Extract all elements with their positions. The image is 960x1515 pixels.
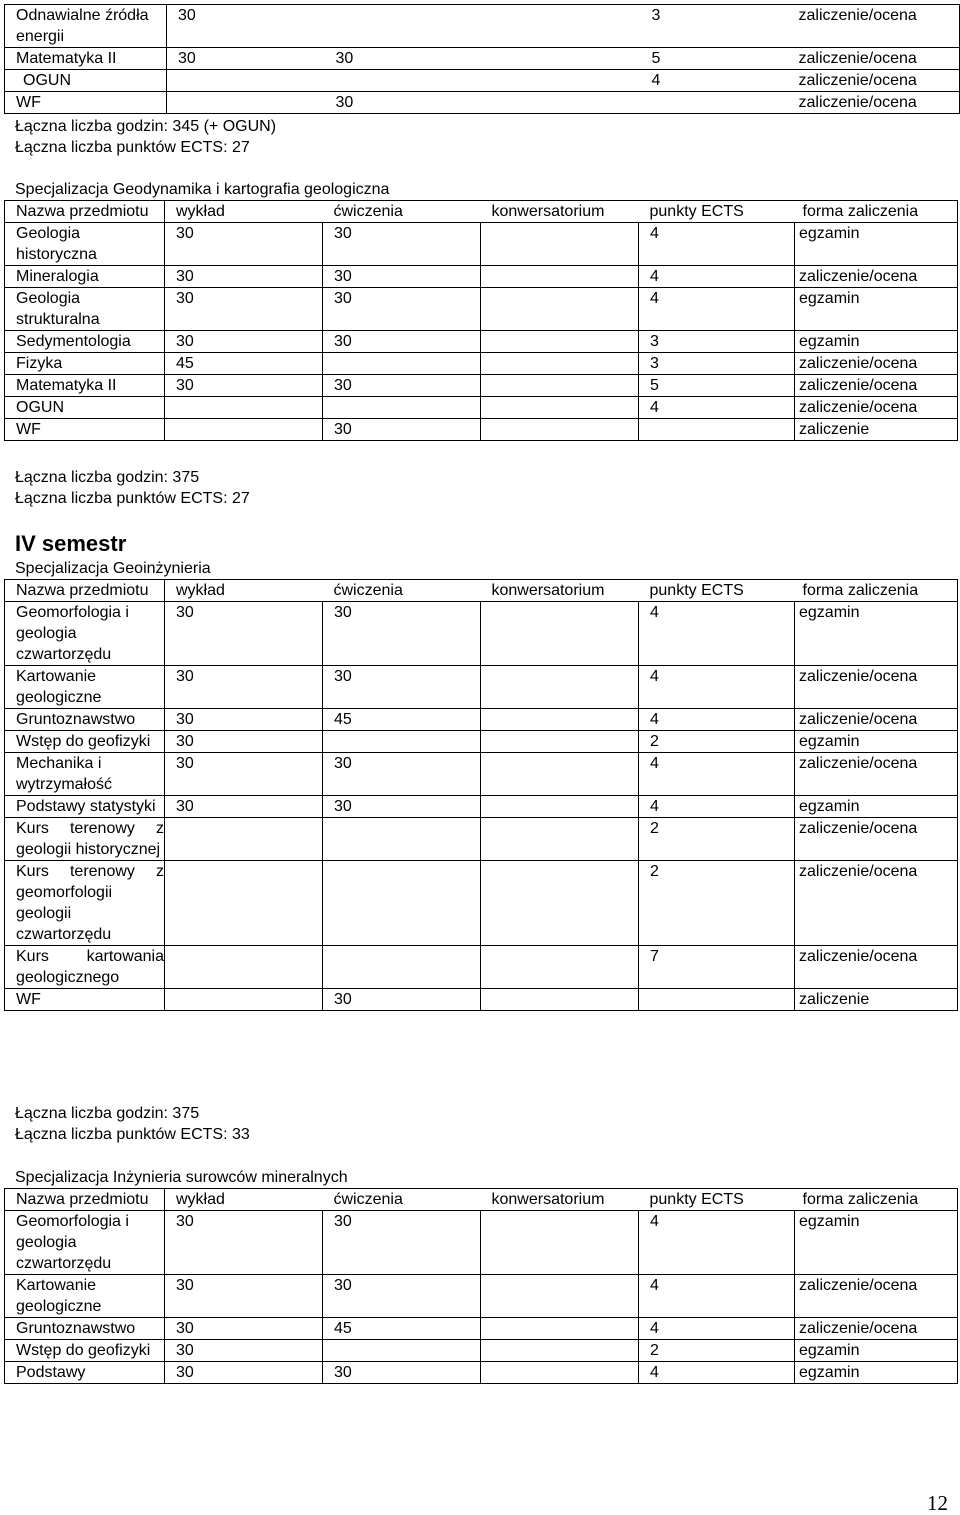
- ects-points: 4: [639, 288, 795, 331]
- lecture-hours: 30: [165, 1318, 323, 1340]
- ects-points: 2: [639, 818, 795, 861]
- assessment-form: zaliczenie/ocena: [795, 1275, 958, 1318]
- seminar-hours: [481, 353, 639, 375]
- assessment-form: zaliczenie/ocena: [795, 397, 958, 419]
- seminar-hours: [481, 946, 639, 989]
- surowce-table: [4, 1188, 958, 1384]
- lecture-hours: [165, 818, 323, 861]
- section-title: Specjalizacja Geoinżynieria: [15, 560, 211, 577]
- table-row: [5, 288, 958, 331]
- exercise-hours: 30: [325, 92, 483, 114]
- table-row: [5, 753, 958, 796]
- seminar-hours: [481, 666, 639, 709]
- exercise-hours: 30: [323, 266, 481, 288]
- table-header-row: [5, 201, 958, 223]
- assessment-form: zaliczenie/ocena: [795, 861, 958, 946]
- assessment-form: zaliczenie/ocena: [795, 818, 958, 861]
- subject-name: Geologia historyczna: [5, 223, 165, 266]
- subject-name: Geomorfologia i geologia czwartorzędu: [5, 602, 165, 666]
- total-hours: Łączna liczba godzin: 375: [15, 469, 200, 486]
- lecture-hours: 45: [165, 353, 323, 375]
- table-row: [5, 818, 958, 861]
- table-row: [5, 666, 958, 709]
- ects-points: [639, 989, 795, 1011]
- table-row: [5, 731, 958, 753]
- assessment-form: zaliczenie/ocena: [795, 353, 958, 375]
- section-title: Specjalizacja Inżynieria surowców mineralnych: [15, 1169, 348, 1186]
- lecture-hours: 30: [165, 375, 323, 397]
- exercise-hours: 30: [323, 375, 481, 397]
- subject-name: WF: [5, 989, 165, 1011]
- semester-heading: IV semestr: [15, 531, 127, 556]
- exercise-hours: 30: [323, 223, 481, 266]
- lecture-hours: [165, 397, 323, 419]
- lecture-hours: 30: [165, 1340, 323, 1362]
- assessment-form: zaliczenie: [795, 419, 958, 441]
- lecture-hours: [165, 861, 323, 946]
- exercise-hours: [323, 861, 481, 946]
- subject-name: Kurs terenowy z geomorfologii geologii czwartorzędu: [5, 861, 165, 946]
- column-header: punkty ECTS: [639, 1189, 795, 1211]
- seminar-hours: [481, 1340, 639, 1362]
- subject-name: Odnawialne źródła energii: [5, 5, 167, 48]
- table-row: [5, 70, 960, 92]
- exercise-hours: [325, 5, 483, 48]
- ects-points: 4: [639, 709, 795, 731]
- column-header: Nazwa przedmiotu: [5, 580, 165, 602]
- table-row: [5, 353, 958, 375]
- exercise-hours: 30: [325, 48, 483, 70]
- lecture-hours: 30: [165, 288, 323, 331]
- seminar-hours: [481, 223, 639, 266]
- seminar-hours: [481, 861, 639, 946]
- assessment-form: zaliczenie/ocena: [795, 946, 958, 989]
- assessment-form: zaliczenie/ocena: [795, 666, 958, 709]
- subject-name: WF: [5, 92, 167, 114]
- assessment-form: zaliczenie/ocena: [795, 1318, 958, 1340]
- column-header: forma zaliczenia: [795, 1189, 958, 1211]
- column-header: wykład: [165, 580, 323, 602]
- column-header: forma zaliczenia: [795, 201, 958, 223]
- table-row: [5, 5, 960, 48]
- table-row: [5, 861, 958, 946]
- table-row: [5, 1362, 958, 1384]
- lecture-hours: 30: [165, 331, 323, 353]
- table-row: [5, 1340, 958, 1362]
- assessment-form: egzamin: [795, 796, 958, 818]
- exercise-hours: [323, 397, 481, 419]
- exercise-hours: 45: [323, 1318, 481, 1340]
- assessment-form: egzamin: [795, 331, 958, 353]
- total-hours: Łączna liczba godzin: 375: [15, 1105, 200, 1122]
- ects-points: 4: [639, 1318, 795, 1340]
- table-row: [5, 331, 958, 353]
- seminar-hours: [481, 288, 639, 331]
- column-header: ćwiczenia: [323, 580, 481, 602]
- seminar-hours: [481, 397, 639, 419]
- assessment-form: zaliczenie/ocena: [795, 48, 960, 70]
- assessment-form: egzamin: [795, 288, 958, 331]
- exercise-hours: 30: [323, 796, 481, 818]
- seminar-hours: [481, 1211, 639, 1275]
- table-header-row: [5, 1189, 958, 1211]
- seminar-hours: [481, 375, 639, 397]
- lecture-hours: [165, 419, 323, 441]
- subject-name: Wstęp do geofizyki: [5, 1340, 165, 1362]
- assessment-form: egzamin: [795, 731, 958, 753]
- assessment-form: zaliczenie/ocena: [795, 375, 958, 397]
- column-header: ćwiczenia: [323, 1189, 481, 1211]
- exercise-hours: 30: [323, 666, 481, 709]
- seminar-hours: [481, 818, 639, 861]
- exercise-hours: [323, 731, 481, 753]
- assessment-form: zaliczenie: [795, 989, 958, 1011]
- exercise-hours: 30: [323, 1211, 481, 1275]
- seminar-hours: [481, 331, 639, 353]
- ects-points: 3: [641, 5, 795, 48]
- ects-points: 4: [639, 666, 795, 709]
- column-header: punkty ECTS: [639, 201, 795, 223]
- table-row: [5, 1275, 958, 1318]
- subject-name: Matematyka II: [5, 48, 167, 70]
- subject-name: Geomorfologia i geologia czwartorzędu: [5, 1211, 165, 1275]
- column-header: wykład: [165, 1189, 323, 1211]
- subject-name: Matematyka II: [5, 375, 165, 397]
- page-number: 12: [927, 1491, 948, 1515]
- seminar-hours: [481, 1318, 639, 1340]
- ects-points: 4: [639, 602, 795, 666]
- ects-points: 4: [639, 397, 795, 419]
- exercise-hours: 30: [323, 331, 481, 353]
- column-header: Nazwa przedmiotu: [5, 1189, 165, 1211]
- table-row: [5, 709, 958, 731]
- seminar-hours: [481, 1275, 639, 1318]
- lecture-hours: 30: [165, 731, 323, 753]
- ects-points: 2: [639, 731, 795, 753]
- lecture-hours: 30: [165, 666, 323, 709]
- ects-points: 5: [641, 48, 795, 70]
- prev-spec-table: [4, 4, 960, 114]
- table-row: [5, 419, 958, 441]
- column-header: konwersatorium: [481, 201, 639, 223]
- subject-name: Kartowanie geologiczne: [5, 666, 165, 709]
- subject-name: Gruntoznawstwo: [5, 1318, 165, 1340]
- exercise-hours: [323, 353, 481, 375]
- seminar-hours: [481, 731, 639, 753]
- ects-points: 4: [639, 1211, 795, 1275]
- column-header: konwersatorium: [481, 1189, 639, 1211]
- ects-points: 4: [639, 266, 795, 288]
- subject-name: Geologia strukturalna: [5, 288, 165, 331]
- seminar-hours: [481, 796, 639, 818]
- seminar-hours: [481, 602, 639, 666]
- assessment-form: egzamin: [795, 1211, 958, 1275]
- seminar-hours: [481, 419, 639, 441]
- table-row: [5, 796, 958, 818]
- subject-name: Mechanika i wytrzymałość: [5, 753, 165, 796]
- subject-name: Kurs terenowy z geologii historycznej: [5, 818, 165, 861]
- seminar-hours: [481, 989, 639, 1011]
- table-row: [5, 375, 958, 397]
- exercise-hours: 30: [323, 288, 481, 331]
- table-row: [5, 92, 960, 114]
- column-header: forma zaliczenia: [795, 580, 958, 602]
- subject-name: Podstawy: [5, 1362, 165, 1384]
- geoinzynieria-table: [4, 579, 958, 1011]
- table-row: [5, 1211, 958, 1275]
- assessment-form: zaliczenie/ocena: [795, 92, 960, 114]
- table-row: [5, 223, 958, 266]
- ects-points: 4: [639, 753, 795, 796]
- lecture-hours: [165, 946, 323, 989]
- ects-points: 4: [639, 1362, 795, 1384]
- subject-name: Wstęp do geofizyki: [5, 731, 165, 753]
- subject-name: OGUN: [5, 397, 165, 419]
- lecture-hours: 30: [165, 796, 323, 818]
- exercise-hours: [323, 818, 481, 861]
- seminar-hours: [481, 1362, 639, 1384]
- lecture-hours: [167, 70, 325, 92]
- column-header: Nazwa przedmiotu: [5, 201, 165, 223]
- total-ects: Łączna liczba punktów ECTS: 27: [15, 139, 250, 156]
- total-hours: Łączna liczba godzin: 345 (+ OGUN): [15, 118, 277, 135]
- exercise-hours: 30: [323, 602, 481, 666]
- seminar-hours: [483, 48, 641, 70]
- lecture-hours: 30: [165, 266, 323, 288]
- assessment-form: zaliczenie/ocena: [795, 266, 958, 288]
- column-header: punkty ECTS: [639, 580, 795, 602]
- exercise-hours: 45: [323, 709, 481, 731]
- ects-points: 7: [639, 946, 795, 989]
- lecture-hours: 30: [165, 1211, 323, 1275]
- ects-points: 2: [639, 1340, 795, 1362]
- subject-name: WF: [5, 419, 165, 441]
- seminar-hours: [483, 92, 641, 114]
- table-row: [5, 266, 958, 288]
- subject-name: Podstawy statystyki: [5, 796, 165, 818]
- seminar-hours: [481, 266, 639, 288]
- seminar-hours: [483, 70, 641, 92]
- exercise-hours: 30: [323, 1362, 481, 1384]
- ects-points: 3: [639, 331, 795, 353]
- ects-points: 4: [639, 1275, 795, 1318]
- column-header: ćwiczenia: [323, 201, 481, 223]
- subject-name: Kurs kartowania geologicznego: [5, 946, 165, 989]
- total-ects: Łączna liczba punktów ECTS: 33: [15, 1126, 250, 1143]
- ects-points: 5: [639, 375, 795, 397]
- lecture-hours: 30: [165, 1275, 323, 1318]
- seminar-hours: [481, 709, 639, 731]
- exercise-hours: 30: [323, 753, 481, 796]
- table-row: [5, 48, 960, 70]
- exercise-hours: [325, 70, 483, 92]
- column-header: konwersatorium: [481, 580, 639, 602]
- table-row: [5, 602, 958, 666]
- lecture-hours: 30: [165, 602, 323, 666]
- lecture-hours: 30: [167, 5, 325, 48]
- seminar-hours: [481, 753, 639, 796]
- exercise-hours: 30: [323, 989, 481, 1011]
- table-row: [5, 989, 958, 1011]
- ects-points: 4: [639, 796, 795, 818]
- subject-name: Kartowanie geologiczne: [5, 1275, 165, 1318]
- table-row: [5, 397, 958, 419]
- assessment-form: egzamin: [795, 1362, 958, 1384]
- ects-points: 3: [639, 353, 795, 375]
- ects-points: [639, 419, 795, 441]
- table-row: [5, 1318, 958, 1340]
- subject-name: Gruntoznawstwo: [5, 709, 165, 731]
- exercise-hours: [323, 946, 481, 989]
- ects-points: [641, 92, 795, 114]
- lecture-hours: 30: [165, 709, 323, 731]
- assessment-form: zaliczenie/ocena: [795, 709, 958, 731]
- lecture-hours: [165, 989, 323, 1011]
- lecture-hours: 30: [165, 1362, 323, 1384]
- ects-points: 4: [639, 223, 795, 266]
- assessment-form: zaliczenie/ocena: [795, 5, 960, 48]
- lecture-hours: [167, 92, 325, 114]
- column-header: wykład: [165, 201, 323, 223]
- assessment-form: egzamin: [795, 1340, 958, 1362]
- exercise-hours: 30: [323, 1275, 481, 1318]
- lecture-hours: 30: [165, 223, 323, 266]
- subject-name: Mineralogia: [5, 266, 165, 288]
- assessment-form: zaliczenie/ocena: [795, 70, 960, 92]
- lecture-hours: 30: [167, 48, 325, 70]
- exercise-hours: [323, 1340, 481, 1362]
- lecture-hours: 30: [165, 753, 323, 796]
- exercise-hours: 30: [323, 419, 481, 441]
- ects-points: 4: [641, 70, 795, 92]
- table-header-row: [5, 580, 958, 602]
- assessment-form: egzamin: [795, 223, 958, 266]
- table-row: [5, 946, 958, 989]
- seminar-hours: [483, 5, 641, 48]
- geodynamika-table: [4, 200, 958, 441]
- total-ects: Łączna liczba punktów ECTS: 27: [15, 490, 250, 507]
- assessment-form: zaliczenie/ocena: [795, 753, 958, 796]
- subject-name: OGUN: [5, 70, 167, 92]
- ects-points: 2: [639, 861, 795, 946]
- subject-name: Sedymentologia: [5, 331, 165, 353]
- assessment-form: egzamin: [795, 602, 958, 666]
- subject-name: Fizyka: [5, 353, 165, 375]
- section-title: Specjalizacja Geodynamika i kartografia geologiczna: [15, 181, 390, 198]
